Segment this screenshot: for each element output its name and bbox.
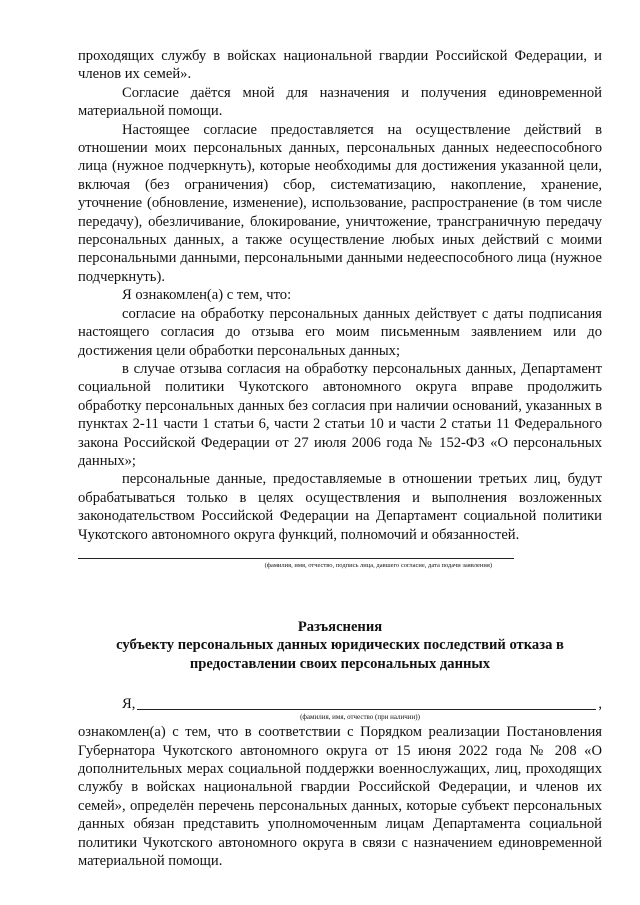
paragraph: в случае отзыва согласия на обработку персональных данных, Департамент социальной политики Чукотского автономного округа вправе продолжить обработку персональных данных без согласия при наличии оснований, указанных в пунктах 2-11 части 1 статьи 6, части 2 статьи 10 и части 2 статьи 11 Федерального закона Российской Федерации от 27 июля 2006 года № 152-ФЗ «О персональных данных»; — [78, 360, 602, 469]
paragraph: ознакомлен(а) с тем, что в соответствии с Порядком реализации Постановления Губернатора Чукотского автономного округа от 15 июня 2022 года № 208 «О дополнительных мерах социальной поддержки военнослужащих, лиц, проходящих службу в войсках национальной гвардии Российской Федерации, и членов их семей», определён перечень персональных данных, которые субъект персональных данных обязан представить уполномоченным лицам Департамента социальной политики Чукотского автономного округа в связи с назначением единовременной материальной помощи. — [78, 724, 602, 870]
signature-line — [78, 558, 514, 559]
paragraph: согласие на обработку персональных данных действует с даты подписания настоящего согласия до отзыва его моим письменным заявлением или до достижения цели обработки персональных данных; — [78, 305, 602, 359]
paragraph: проходящих службу в войсках национальной гвардии Российской Федерации, и членов их семей». — [78, 48, 602, 83]
paragraph: Согласие даётся мной для назначения и получения единовременной материальной помощи. — [78, 84, 602, 120]
fill-suffix: , — [598, 696, 602, 713]
name-fill-row — [78, 695, 602, 713]
heading-line: предоставлении своих персональных данных — [189, 655, 491, 672]
fill-prefix: Я, — [122, 696, 136, 713]
heading-line: субъекту персональных данных юридических последствий отказа в — [116, 637, 564, 654]
name-fill-caption: (фамилия, имя, отчество (при наличии)) — [300, 713, 420, 722]
name-fill-line[interactable] — [137, 695, 596, 710]
paragraph: персональные данные, предоставляемые в отношении третьих лиц, будут обрабатываться только в целях осуществления и выполнения возложенных законодательством Российской Федерации на Департамент социальной политики Чукотского автономного округа функций, полномочий и обязанностей. — [78, 471, 602, 543]
heading-line: Разъяснения — [297, 618, 383, 635]
signature-caption: (фамилия, имя, отчество, подпись лица, давшего согласие, дата подачи заявления) — [264, 561, 492, 569]
paragraph: Я ознакомлен(а) с тем, что: — [122, 287, 292, 304]
section-heading — [78, 618, 602, 673]
document-page — [78, 47, 602, 870]
paragraph: Настоящее согласие предоставляется на осуществление действий в отношении моих персональных данных, персональных данных недееспособного лица (нужное подчеркнуть), которые необходимы для достижения указанной цели, включая (без ограничения) сбор, систематизацию, накопление, хранение, уточнение (обновление, изменение), использование, распространение (в том числе передачу), обезличивание, блокирование, уничтожение, трансграничную передачу персональных данных, а также осуществление любых иных действий с моими персональными данными, персональными данными недееспособного лица (нужное подчеркнуть). — [78, 121, 602, 285]
